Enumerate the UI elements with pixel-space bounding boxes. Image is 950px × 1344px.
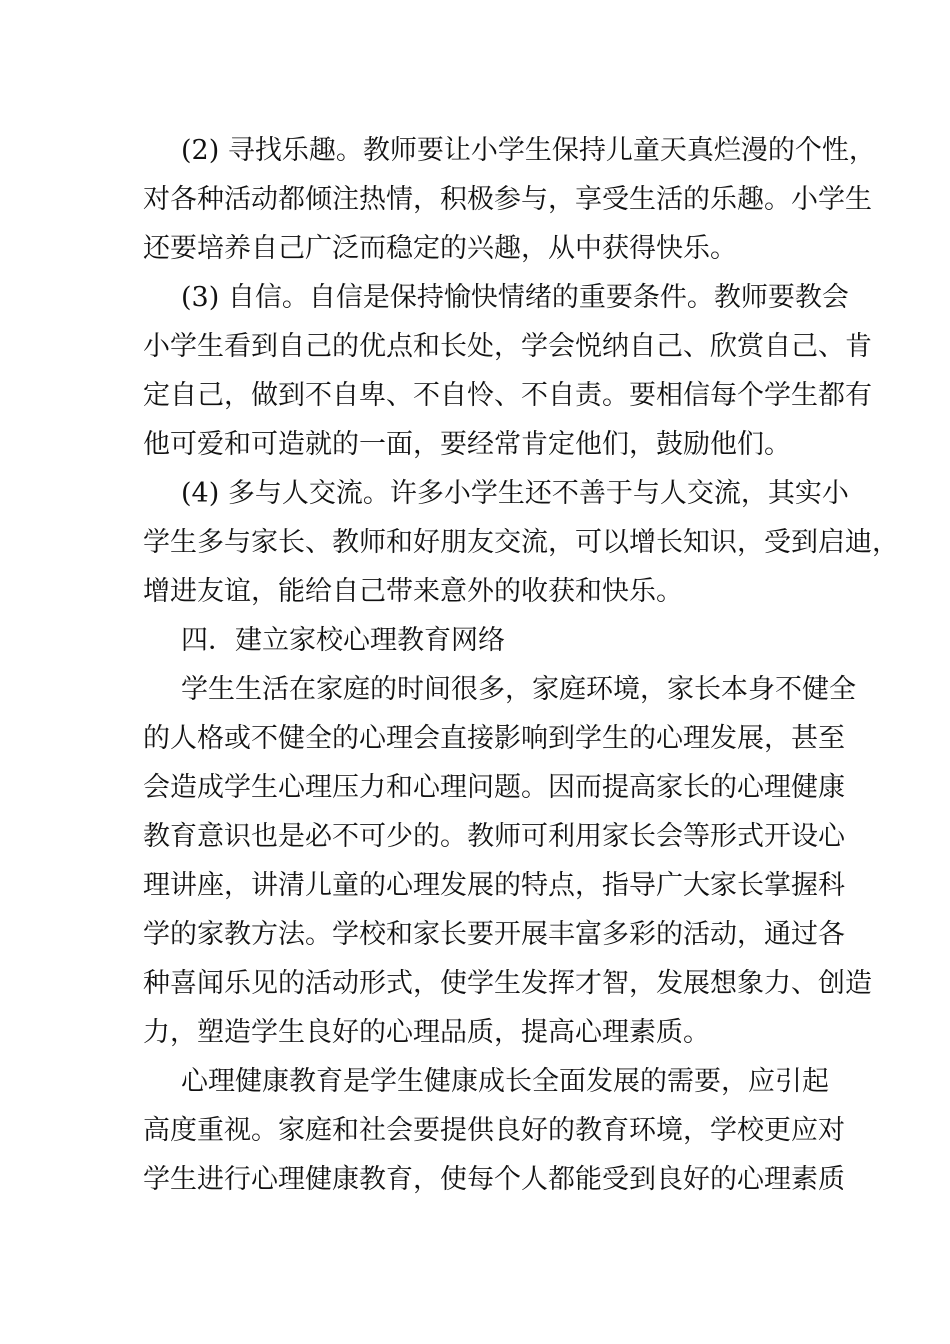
- document-body: [143, 126, 899, 1204]
- paragraph-home-school-line-4: 教育意识也是必不可少的。教师可利用家长会等形式开设心: [143, 821, 845, 852]
- paragraph-2-line-2: 对各种活动都倾注热情，积极参与，享受生活的乐趣。小学生: [143, 184, 872, 215]
- paragraph-conclusion-line-2: 高度重视。家庭和社会要提供良好的教育环境，学校更应对: [143, 1115, 845, 1146]
- paragraph-4-line-1: (4) 多与人交流。许多小学生还不善于与人交流，其实小: [181, 478, 849, 509]
- paragraph-conclusion-line-3: 学生进行心理健康教育，使每个人都能受到良好的心理素质: [143, 1164, 845, 1195]
- paragraph-2-line-1: (2) 寻找乐趣。教师要让小学生保持儿童天真烂漫的个性，: [181, 135, 876, 166]
- paragraph-3-line-4: 他可爱和可造就的一面，要经常肯定他们，鼓励他们。: [143, 429, 791, 460]
- paragraph-3-line-1: (3) 自信。自信是保持愉快情绪的重要条件。教师要教会: [181, 282, 849, 313]
- paragraph-conclusion-line-1: 心理健康教育是学生健康成长全面发展的需要，应引起: [181, 1066, 829, 1097]
- paragraph-4-line-3: 增进友谊，能给自己带来意外的收获和快乐。: [143, 576, 683, 607]
- paragraph-home-school-line-2: 的人格或不健全的心理会直接影响到学生的心理发展，甚至: [143, 723, 845, 754]
- paragraph-2-line-3: 还要培养自己广泛而稳定的兴趣，从中获得快乐。: [143, 233, 737, 264]
- paragraph-home-school-line-1: 学生生活在家庭的时间很多，家庭环境，家长本身不健全: [181, 674, 856, 705]
- paragraph-home-school-line-7: 种喜闻乐见的活动形式，使学生发挥才智，发展想象力、创造: [143, 968, 872, 999]
- section-heading: 四．建立家校心理教育网络: [181, 625, 505, 656]
- paragraph-4-line-2: 学生多与家长、教师和好朋友交流，可以增长知识，受到启迪，: [143, 527, 899, 558]
- paragraph-home-school-line-5: 理讲座，讲清儿童的心理发展的特点，指导广大家长掌握科: [143, 870, 845, 901]
- paragraph-home-school-line-3: 会造成学生心理压力和心理问题。因而提高家长的心理健康: [143, 772, 845, 803]
- paragraph-home-school-line-8: 力，塑造学生良好的心理品质，提高心理素质。: [143, 1017, 710, 1048]
- paragraph-3-line-3: 定自己，做到不自卑、不自怜、不自责。要相信每个学生都有: [143, 380, 872, 411]
- paragraph-home-school-line-6: 学的家教方法。学校和家长要开展丰富多彩的活动，通过各: [143, 919, 845, 950]
- paragraph-3-line-2: 小学生看到自己的优点和长处，学会悦纳自己、欣赏自己、肯: [143, 331, 872, 362]
